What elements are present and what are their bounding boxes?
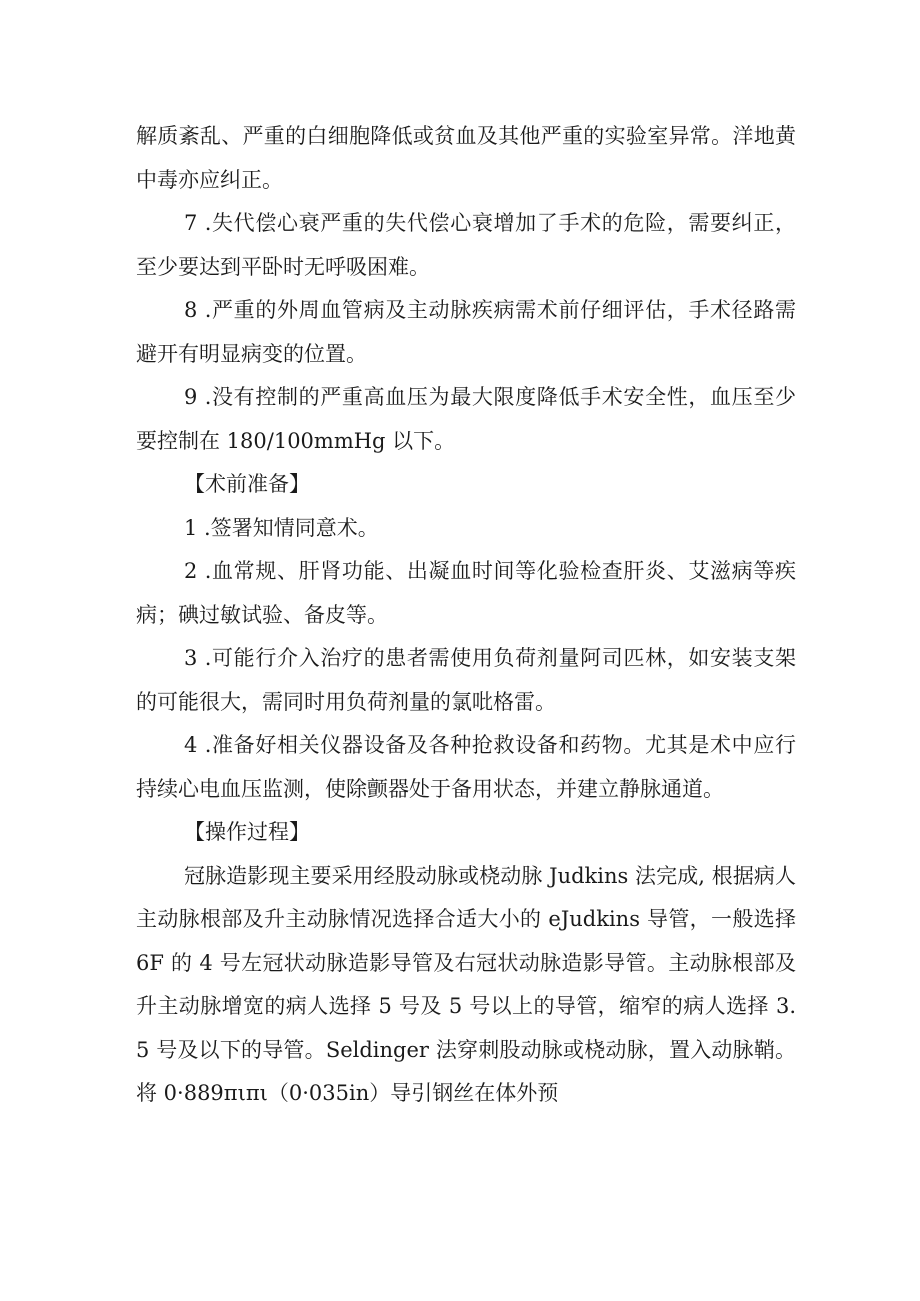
prep-item-4: 4 .准备好相关仪器设备及各种抢救设备和药物。尤其是术中应行持续心电血压监测，使除颤器处于备用状态，并建立静脉通道。	[136, 733, 796, 801]
prep-item-2: 2 .血常规、肝肾功能、出凝血时间等化验检查肝炎、艾滋病等疾病；碘过敏试验、备皮等。	[136, 559, 796, 627]
prep-item-1: 1 .签署知情同意术。	[184, 515, 379, 540]
section-heading-procedure: 【操作过程】	[184, 820, 310, 844]
procedure-paragraph: 冠脉造影现主要采用经股动脉或桡动脉 Judkins 法完成, 根据病人主动脉根部及升主动脉情况选择合适大小的 eJudkins 导管，一般选择 6F 的 4 号左冠状动脉造影导管及右冠状动脉造影导管。主动脉根部及升主动脉增宽的病人选择 5 号及 5 号以上的导管，缩窄的病人选择 3.5 号及以下的导管。Seldinger 法穿刺股动脉或桡动脉，置入动脉鞘。将 0·889πιπι（0·035in）导引钢丝在体外预	[136, 863, 796, 1105]
prep-item-3: 3 .可能行介入治疗的患者需使用负荷剂量阿司匹林，如安装支架的可能很大，需同时用负荷剂量的氯吡格雷。	[136, 646, 796, 714]
paragraph-item-8: 8 .严重的外周血管病及主动脉疾病需术前仔细评估，手术径路需避开有明显病变的位置。	[136, 298, 796, 366]
section-heading-prep: 【术前准备】	[184, 472, 310, 496]
document-body	[136, 115, 796, 1116]
paragraph-item-9: 9 .没有控制的严重高血压为最大限度降低手术安全性，血压至少要控制在 180/100mmHg 以下。	[136, 385, 796, 453]
paragraph-item-7: 7 .失代偿心衰严重的失代偿心衰增加了手术的危险，需要纠正，至少要达到平卧时无呼吸困难。	[136, 211, 796, 279]
paragraph-continuation: 解质紊乱、严重的白细胞降低或贫血及其他严重的实验室异常。洋地黄中毒亦应纠正。	[136, 124, 796, 192]
